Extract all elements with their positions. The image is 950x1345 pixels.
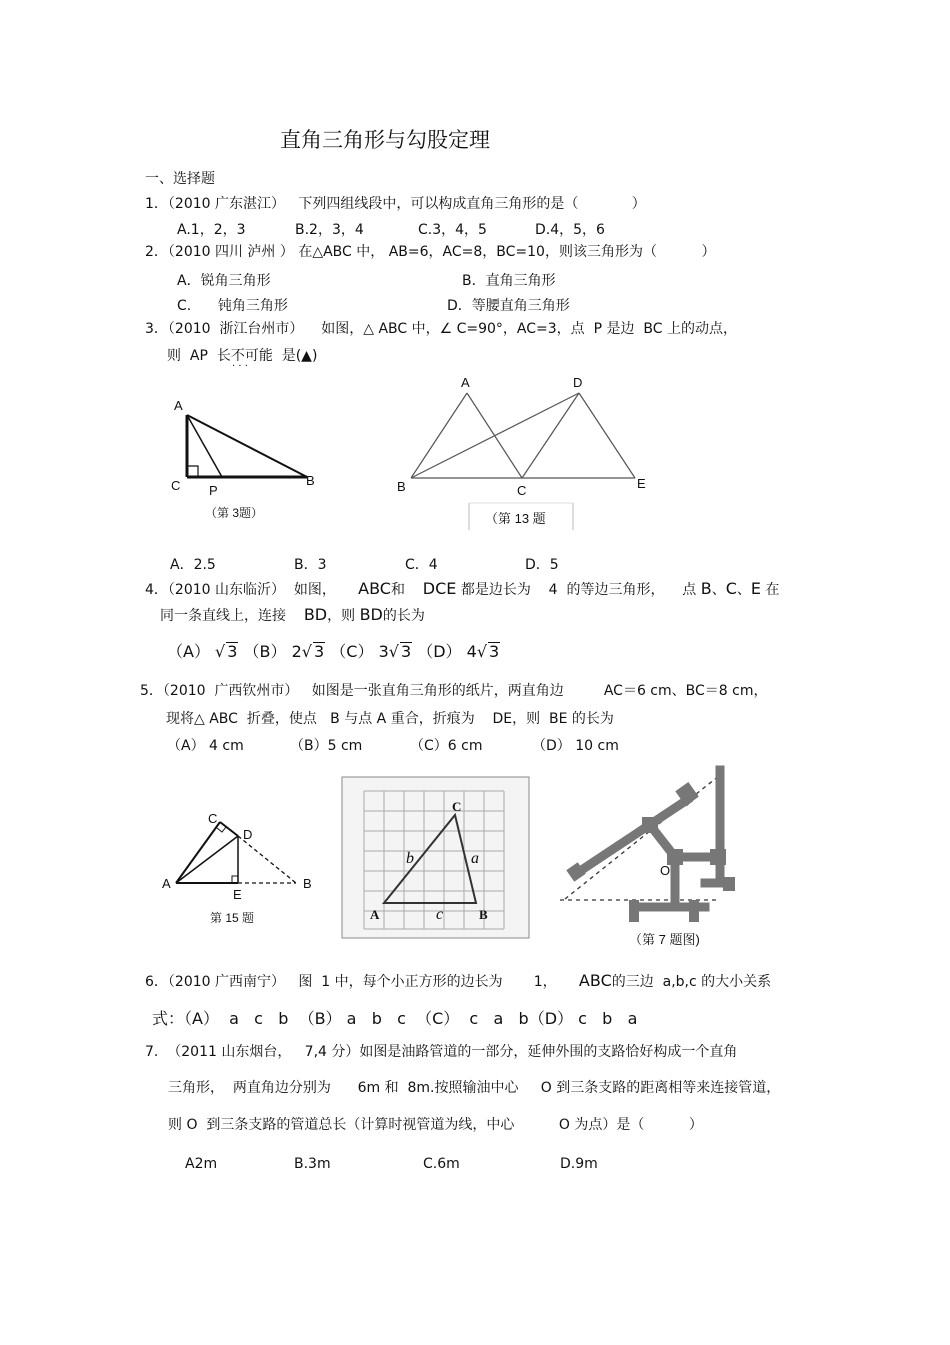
fig13-segment-bd — [411, 393, 579, 478]
question-1-option-d: D.4，5，6 — [535, 222, 605, 238]
question-5-option-d: （D） 10 cm — [532, 738, 619, 754]
fig7-label-o: O — [660, 863, 671, 878]
fig13-label-e: E — [637, 476, 646, 491]
q6-abc: ABC — [578, 971, 612, 990]
fig13-label-c: C — [517, 483, 527, 498]
fig15-label-b: B — [303, 876, 312, 891]
page-title: 直角三角形与勾股定理 — [280, 128, 490, 152]
q4-text: 都是边长为 4 的等边三角形， 点 — [460, 582, 697, 598]
figure-13 — [395, 375, 665, 535]
fig3-label-p: P — [209, 483, 218, 498]
fig3-label-b: B — [306, 473, 315, 488]
fig15-segment-ad — [176, 836, 238, 883]
question-7-line-2: 三角形， 两直角边分别为 6m 和 8m.按照输油中心 O 到三条支路的距离相等来连接管道， — [168, 1080, 781, 1096]
question-5-line-2: 现将△ ABC 折叠，使点 B 与点 A 重合，折痕为 DE，则 BE 的长为 — [166, 711, 614, 727]
question-7-line-1: 7. （2011 山东烟台， 7,4 分）如图是油路管道的一部分，延伸外围的支路恰好构成一个直角 — [145, 1044, 738, 1060]
question-7-option-b: B.3m — [294, 1156, 331, 1172]
fig13-caption: （第 13 题 — [485, 511, 546, 526]
question-5-option-c: （C）6 cm — [410, 738, 483, 754]
fig6-label-b: b — [406, 850, 414, 867]
q4-option-radicand: 3 — [227, 642, 238, 661]
fig13-side-ba — [411, 393, 467, 478]
q4-point-b: B — [700, 579, 712, 598]
fig15-right-angle-mark — [232, 876, 238, 883]
q4-option-label: （B） — [243, 642, 287, 661]
question-3-option-b: B．3 — [294, 557, 327, 573]
question-3-line-2: 则 AP 长不可能 是(▲) — [167, 348, 318, 364]
q4-text: 4．（2010 山东临沂） 如图， — [145, 582, 336, 598]
fig13-side-cd — [522, 393, 579, 478]
question-2-option-b: B．直角三角形 — [462, 273, 556, 289]
q6-text: 的三边 a,b,c 的大小关系 — [611, 974, 772, 990]
fig7-pipes — [577, 770, 730, 907]
question-7-option-a: A2m — [185, 1156, 218, 1172]
question-1-option-c: C.3，4，5 — [418, 222, 487, 238]
fig15-side-cd — [220, 822, 238, 836]
q4-text: 的长为 — [382, 608, 425, 624]
fig15-right-angle-mark — [217, 827, 226, 832]
q4-text: 、 — [711, 582, 726, 598]
question-3-option-d: D．5 — [525, 557, 559, 573]
question-2-option-c: C. 钝角三角形 — [177, 298, 288, 314]
fig15-dashed-db — [238, 836, 296, 883]
figure-7 — [555, 765, 755, 955]
fig6-label-a-vertex: A — [370, 907, 380, 922]
fig7-caption: （第 7 题图) — [629, 932, 700, 947]
fig13-label-b: B — [397, 479, 406, 494]
q4-option-label: （C） — [330, 642, 374, 661]
question-6-line-2: 式：（A） a c b （B） a b c （C） c a b（D） c b a — [152, 1009, 638, 1028]
question-7-option-d: D.9m — [560, 1156, 598, 1172]
question-1-option-a: A.1，2，3 — [177, 222, 246, 238]
question-5-line-1: 5．（2010 广西钦州市） 如图是一张直角三角形的纸片，两直角边 AC＝6 cm、BC＝8 cm， — [140, 683, 768, 699]
question-6-line-1 — [145, 972, 771, 991]
fig6-label-a: a — [471, 850, 479, 867]
question-4-options: （A） √ 3 （B） 2√ 3 （C） 3√ 3 （D） 4√ 3 — [167, 642, 500, 661]
question-7-option-c: C.6m — [423, 1156, 460, 1172]
fig15-label-a: A — [162, 876, 171, 891]
fig7-joints — [566, 782, 735, 922]
fig13-label-d: D — [573, 375, 583, 390]
fig6-label-b-vertex: B — [479, 907, 488, 922]
question-4-line-1 — [145, 580, 779, 599]
q4-option-radicand: 3 — [314, 642, 325, 661]
fig3-label-a: A — [174, 398, 183, 413]
q4-text: 在 — [765, 582, 780, 598]
q4-bd: BD — [303, 605, 328, 624]
fig3-caption: （第 3题） — [205, 506, 264, 520]
question-5-option-b: （B）5 cm — [290, 738, 363, 754]
q4-dce: DCE — [422, 579, 457, 598]
fig13-side-de — [579, 393, 635, 478]
fig15-label-e: E — [233, 887, 242, 902]
fig15-label-d: D — [243, 827, 253, 842]
question-3-option-c: C．4 — [405, 557, 438, 573]
q4-text: 同一条直线上，连接 — [160, 608, 286, 624]
fig6-label-c: C — [452, 799, 462, 814]
question-2-text: 2．（2010 四川 泸州 ） 在△ABC 中， AB=6，AC=8，BC=10，则该三角形为（ ） — [145, 244, 716, 260]
section-heading: 一、选择题 — [145, 171, 215, 187]
question-2-option-d: D．等腰直角三角形 — [447, 298, 570, 314]
fig13-label-a: A — [461, 375, 470, 390]
q4-option-coef: 2 — [291, 642, 302, 661]
emphasis-dots: · · · — [232, 361, 248, 372]
q4-point-e: E — [750, 579, 761, 598]
question-1-option-b: B.2，3，4 — [295, 222, 364, 238]
figure-3 — [165, 395, 325, 530]
q6-text: 6．（2010 广西南宁） 图 1 中，每个小正方形的边长为 1， — [145, 974, 557, 990]
fig15-label-c: C — [208, 811, 218, 826]
q4-text: 和 — [390, 582, 405, 598]
question-2-option-a: A．锐角三角形 — [177, 273, 271, 289]
q4-point-c: C — [725, 579, 737, 598]
fig3-right-angle-mark — [187, 466, 198, 477]
q4-text: 、 — [736, 582, 751, 598]
question-7-line-3: 则 O 到三条支路的管道总长（计算时视管道为线，中心 O 为点）是（ ） — [168, 1117, 703, 1133]
fig3-label-c: C — [171, 478, 181, 493]
q4-abc: ABC — [358, 579, 391, 598]
question-1-text: 1．（2010 广东湛江） 下列四组线段中，可以构成直角三角形的是（ ） — [145, 196, 646, 212]
q4-option-label: （A） — [167, 642, 210, 661]
question-5-option-a: （A） 4 cm — [167, 738, 244, 754]
question-3-option-a: A．2.5 — [170, 557, 216, 573]
fig15-caption: 第 15 题 — [210, 911, 255, 925]
question-3-line-1: 3．（2010 浙江台州市） 如图，△ ABC 中，∠ C=90°，AC=3，点 P 是边 BC 上的动点， — [145, 321, 737, 337]
q4-option-radicand: 3 — [489, 642, 500, 661]
q4-option-radicand: 3 — [400, 642, 412, 661]
q4-option-coef: 4 — [466, 642, 477, 661]
q4-bd: BD — [359, 605, 383, 624]
fig15-side-ac — [176, 822, 220, 883]
q4-option-coef: 3 — [378, 642, 389, 661]
q4-option-label: （D） — [417, 642, 462, 661]
figure-6-grid — [342, 777, 530, 939]
q4-text: ，则 — [327, 608, 356, 624]
fig6-label-c-side: c — [436, 906, 444, 923]
figure-15 — [158, 808, 323, 933]
question-4-line-2 — [160, 606, 425, 625]
